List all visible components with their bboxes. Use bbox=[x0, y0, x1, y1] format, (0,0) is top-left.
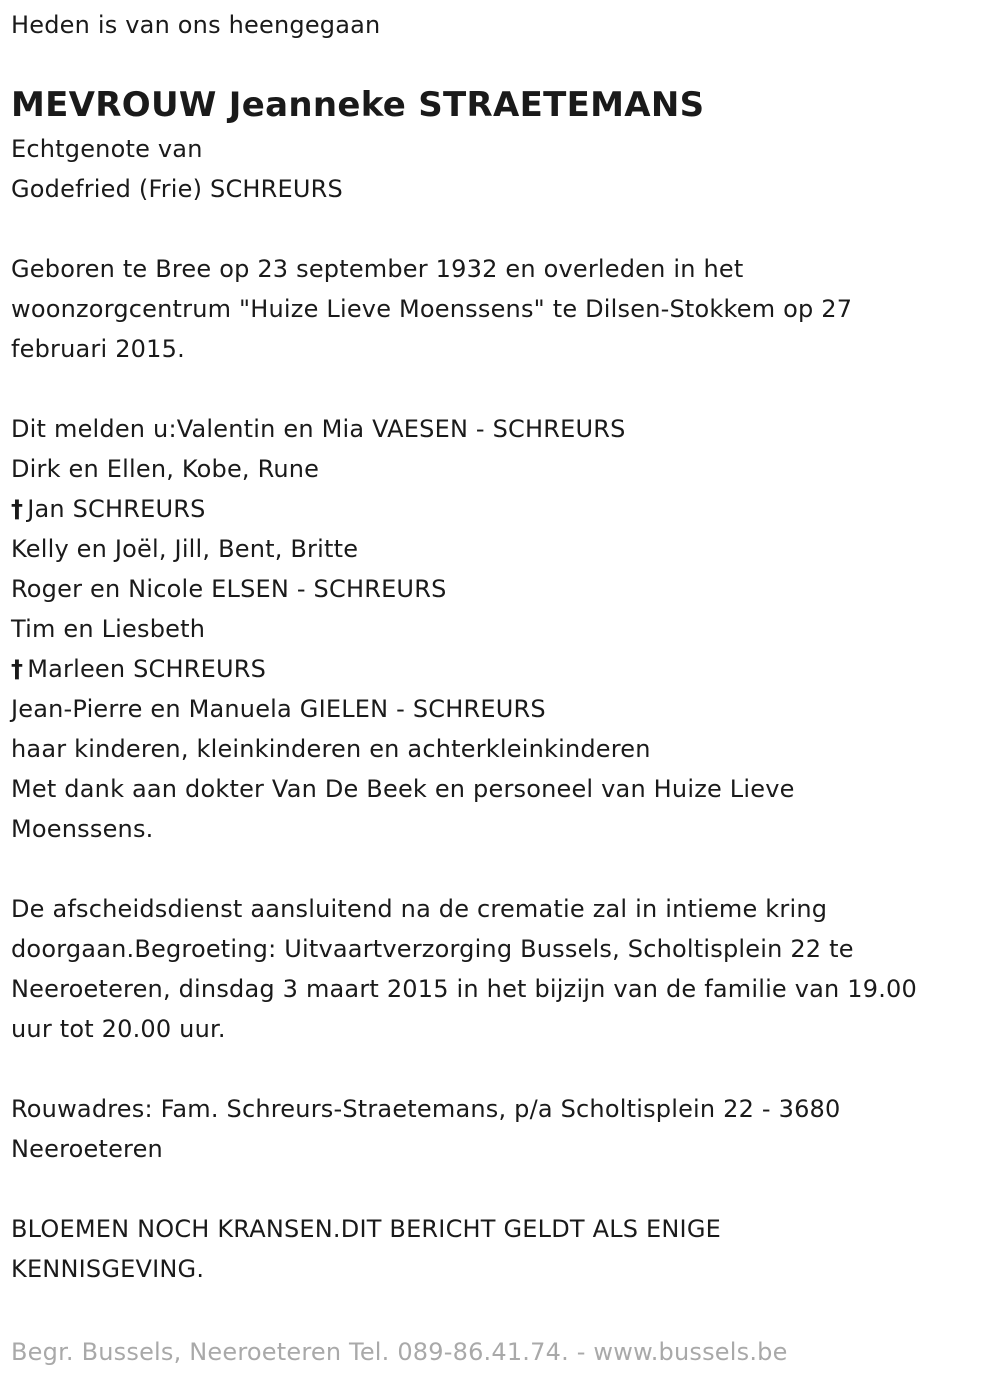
spouse-label: Echtgenote van bbox=[11, 135, 203, 163]
service-line: uur tot 20.00 uur. bbox=[11, 1015, 226, 1043]
birth-death-line: februari 2015. bbox=[11, 335, 185, 363]
address-line: Rouwadres: Fam. Schreurs-Straetemans, p/a Scholtisplein 22 - 3680 bbox=[11, 1095, 841, 1123]
family-line: Met dank aan dokter Van De Beek en personeel van Huize Lieve bbox=[11, 775, 795, 803]
service-line: Neeroeteren, dinsdag 3 maart 2015 in het bijzijn van de familie van 19.00 bbox=[11, 975, 917, 1003]
footer-credit: Begr. Bussels, Neeroeteren Tel. 089-86.41.74. - www.bussels.be bbox=[11, 1338, 788, 1366]
spacer bbox=[11, 369, 991, 409]
family-line: † Marleen SCHREURS bbox=[11, 649, 991, 689]
spacer bbox=[11, 209, 991, 249]
cross-icon: † bbox=[11, 655, 24, 683]
birth-death-line: Geboren te Bree op 23 september 1932 en overleden in het bbox=[11, 255, 744, 283]
service-line: doorgaan.Begroeting: Uitvaartverzorging Bussels, Scholtisplein 22 te bbox=[11, 935, 854, 963]
family-line: Roger en Nicole ELSEN - SCHREURS bbox=[11, 575, 447, 603]
spacer bbox=[11, 849, 991, 889]
family-line: Moenssens. bbox=[11, 815, 154, 843]
spacer bbox=[11, 1169, 991, 1209]
service-paragraph bbox=[11, 889, 991, 1049]
family-line: Dit melden u:Valentin en Mia VAESEN - SCHREURS bbox=[11, 415, 626, 443]
family-line: Tim en Liesbeth bbox=[11, 615, 206, 643]
family-line: Dirk en Ellen, Kobe, Rune bbox=[11, 455, 320, 483]
deceased-name: MEVROUW Jeanneke STRAETEMANS bbox=[11, 85, 705, 125]
birth-death-paragraph bbox=[11, 249, 991, 369]
family-line: haar kinderen, kleinkinderen en achterkleinkinderen bbox=[11, 735, 651, 763]
address-line: Neeroeteren bbox=[11, 1135, 163, 1163]
notice-paragraph bbox=[11, 1209, 991, 1289]
address-paragraph bbox=[11, 1089, 991, 1169]
notice-line: BLOEMEN NOCH KRANSEN.DIT BERICHT GELDT ALS ENIGE bbox=[11, 1215, 721, 1243]
birth-death-line: woonzorgcentrum "Huize Lieve Moenssens" te Dilsen-Stokkem op 27 bbox=[11, 295, 853, 323]
intro-text: Heden is van ons heengegaan bbox=[11, 11, 381, 39]
notice-line: KENNISGEVING. bbox=[11, 1255, 205, 1283]
family-line: † Jan SCHREURS bbox=[11, 489, 991, 529]
cross-icon: † bbox=[11, 495, 24, 523]
obituary-document bbox=[11, 0, 991, 1289]
family-line: Jean-Pierre en Manuela GIELEN - SCHREURS bbox=[11, 695, 546, 723]
service-line: De afscheidsdienst aansluitend na de crematie zal in intieme kring bbox=[11, 895, 828, 923]
family-line: Kelly en Joël, Jill, Bent, Britte bbox=[11, 535, 359, 563]
family-list bbox=[11, 409, 991, 849]
spouse-name: Godefried (Frie) SCHREURS bbox=[11, 175, 343, 203]
spacer bbox=[11, 1049, 991, 1089]
